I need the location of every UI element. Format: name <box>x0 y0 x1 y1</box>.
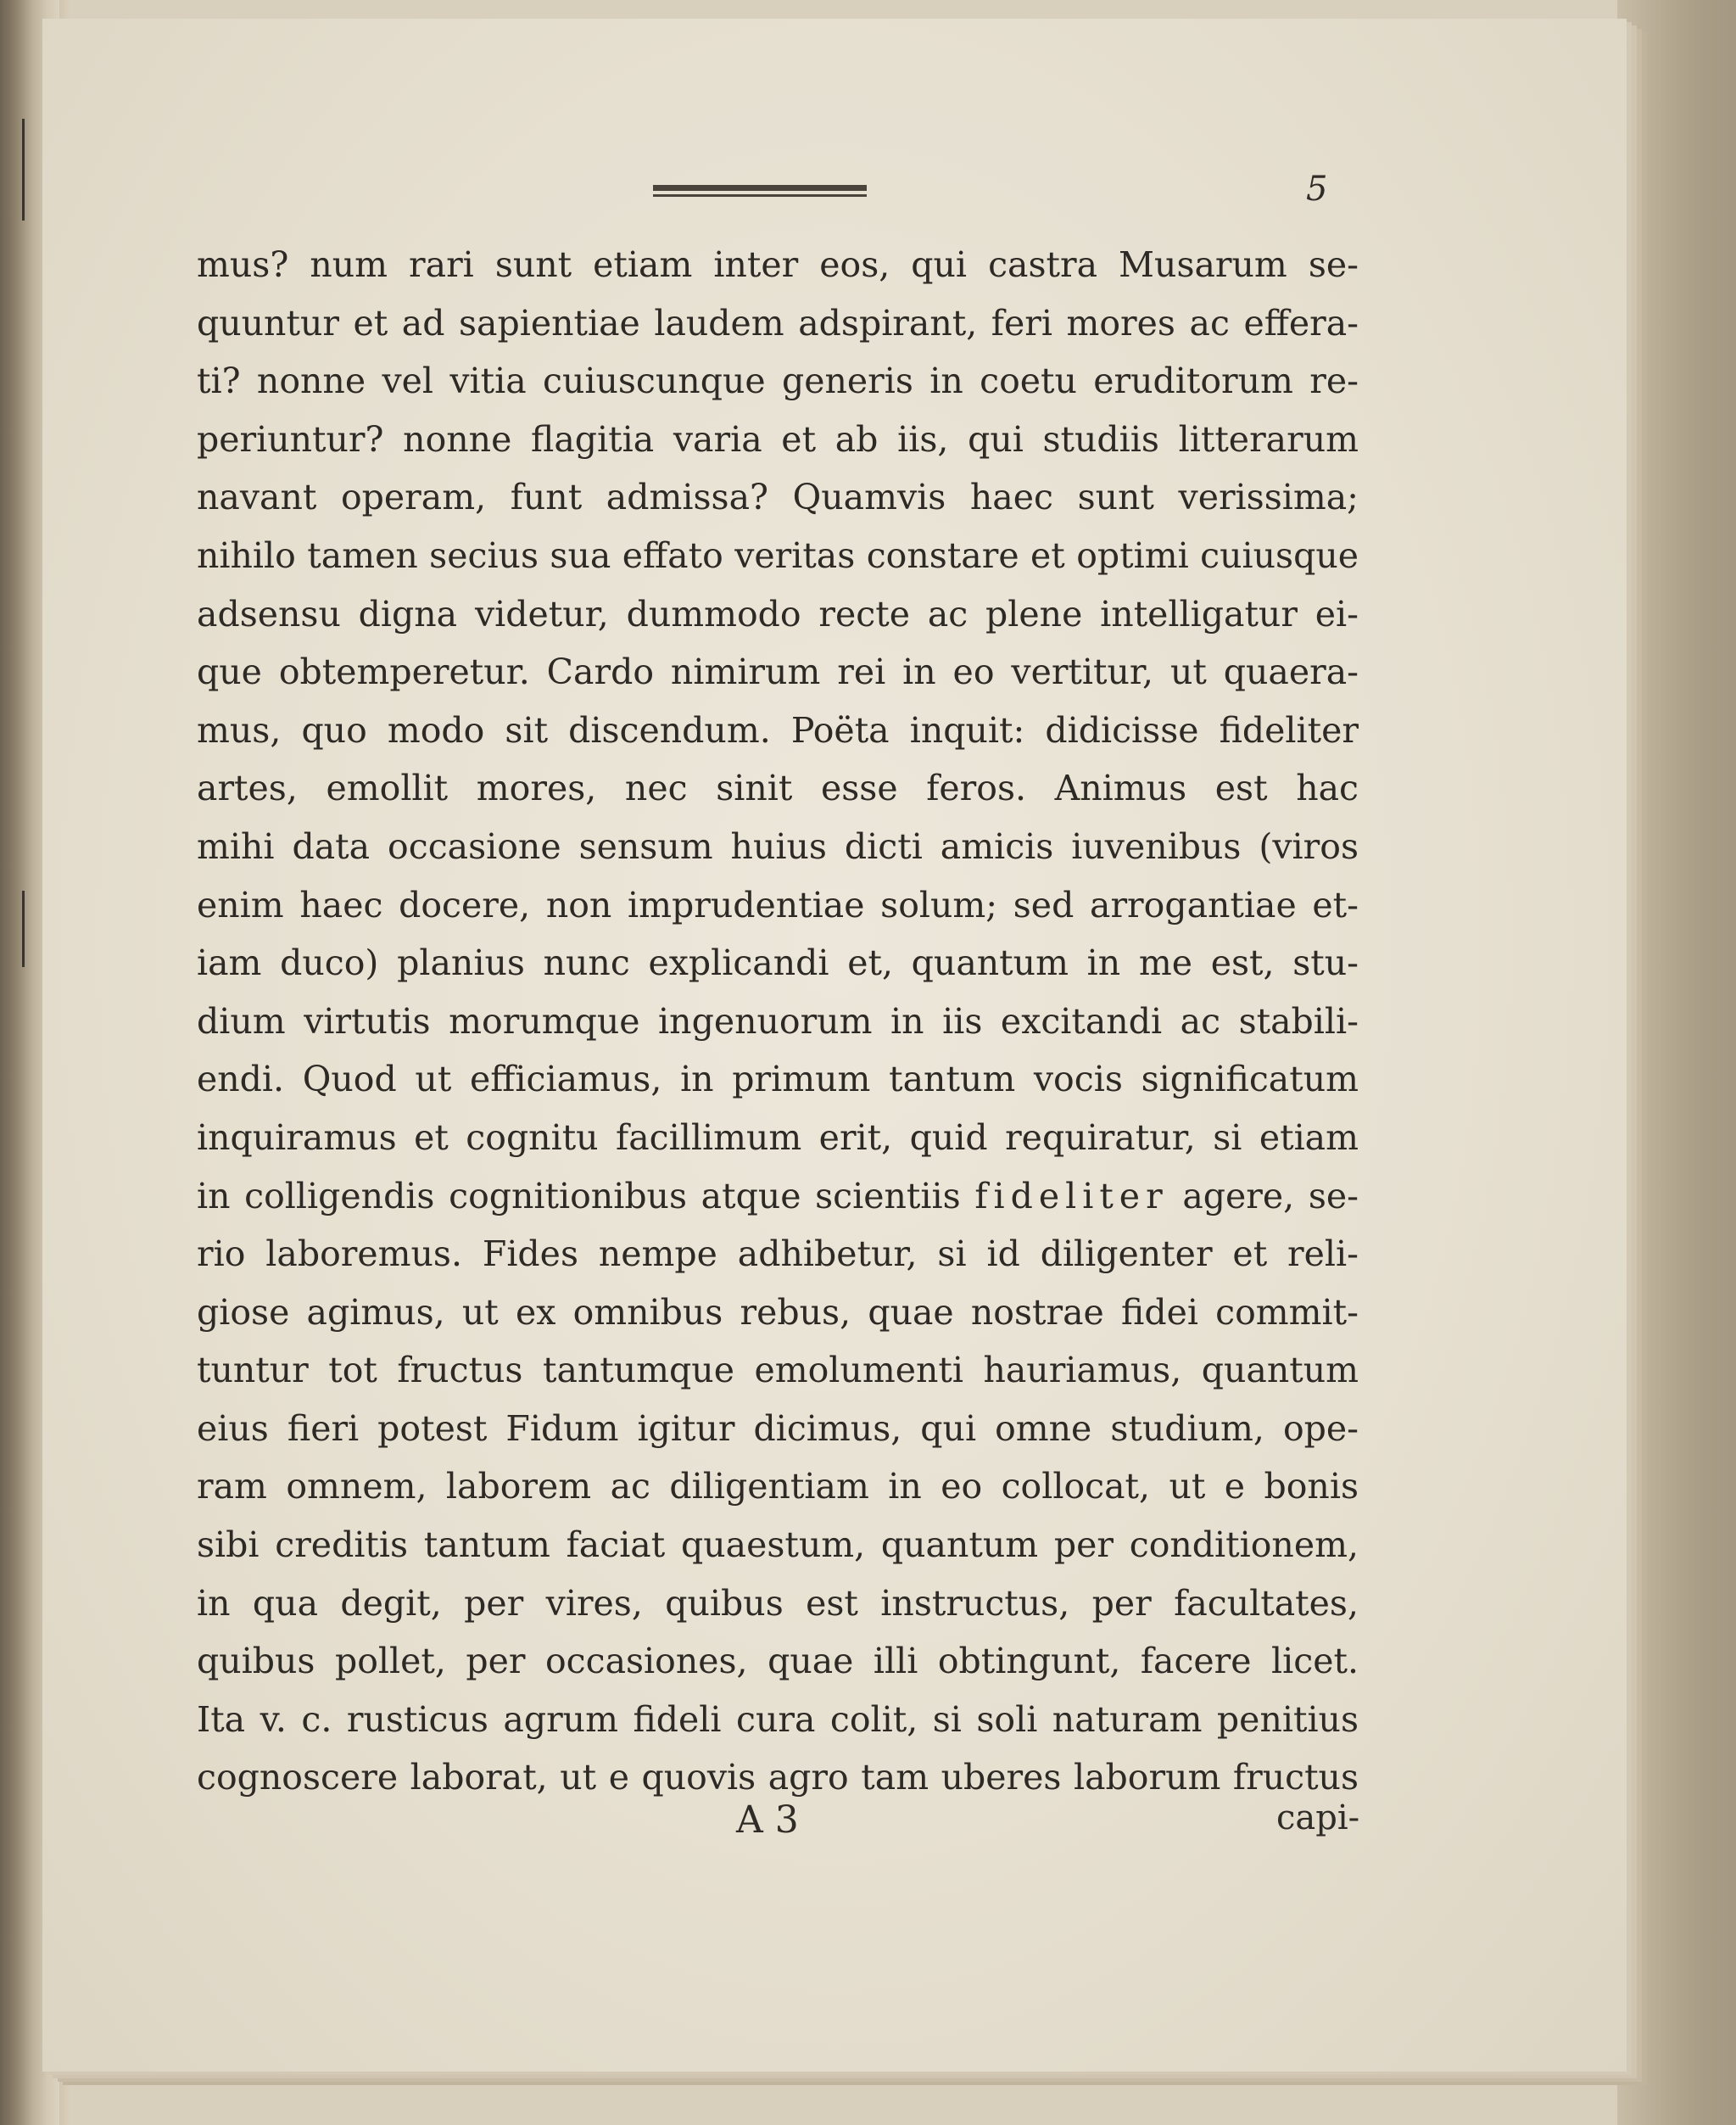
text-line: dium virtutis morumque ingenuorum in iis excitandi ac stabili- <box>197 1000 1359 1042</box>
headpiece-rule <box>653 185 867 197</box>
text-line: mihi data occasione sensum huius dicti amicis iuvenibus (viros <box>197 825 1359 867</box>
text-segment: agere, se- <box>1168 1175 1359 1216</box>
text-line: tuntur tot fructus tantumque emolumenti hauriamus, quantum <box>197 1350 1359 1391</box>
text-line: quuntur et ad sapientiae laudem adspirant, feri mores ac effera- <box>197 302 1359 344</box>
text-line: nihilo tamen secius sua effato veritas constare et optimi cuiusque <box>197 534 1359 576</box>
text-line: navant operam, funt admissa? Quamvis haec sunt verissima; <box>197 477 1359 518</box>
text-line: endi. Quod ut efficiamus, in primum tantum vocis significatum <box>197 1059 1359 1100</box>
text-line: Ita v. c. rusticus agrum fideli cura colit, si soli naturam penitius <box>197 1698 1359 1740</box>
spaced-emphasis: fideliter <box>974 1175 1169 1216</box>
binding-mark <box>22 119 25 221</box>
text-line: ti? nonne vel vitia cuiuscunque generis in coetu eruditorum re- <box>197 361 1359 402</box>
text-line: inquiramus et cognitu facillimum erit, quid requiratur, si etiam <box>197 1116 1359 1158</box>
text-line: que obtemperetur. Cardo nimirum rei in eo vertitur, ut quaera- <box>197 651 1359 693</box>
text-line-spaced <box>197 1167 1359 1226</box>
text-line: sibi creditis tantum faciat quaestum, quantum per conditionem, <box>197 1524 1359 1566</box>
text-line: eius fieri potest Fidum igitur dicimus, qui omne studium, ope- <box>197 1407 1359 1449</box>
text-line: ram omnem, laborem ac diligentiam in eo collocat, ut e bonis <box>197 1466 1359 1507</box>
text-line: quibus pollet, per occasiones, quae illi obtingunt, facere licet. <box>197 1641 1359 1682</box>
text-line: iam duco) planius nunc explicandi et, quantum in me est, stu- <box>197 942 1359 984</box>
text-line: in qua degit, per vires, quibus est instructus, per facultates, <box>197 1582 1359 1624</box>
text-line: mus, quo modo sit discendum. Poëta inquit: didicisse fideliter <box>197 709 1359 751</box>
catchword: capi- <box>1276 1798 1360 1837</box>
text-line: adsensu digna videtur, dummodo recte ac plene intelligatur ei- <box>197 593 1359 635</box>
text-line: enim haec docere, non imprudentiae solum; sed arrogantiae et- <box>197 884 1359 925</box>
text-line: rio laboremus. Fides nempe adhibetur, si id diligenter et reli- <box>197 1233 1359 1275</box>
body-text <box>197 236 1359 1807</box>
text-line: giose agimus, ut ex omnibus rebus, quae nostrae fidei commit- <box>197 1291 1359 1333</box>
text-line: cognoscere laborat, ut e quovis agro tam uberes laborum fructus <box>197 1757 1359 1798</box>
page-number: 5 <box>1306 170 1328 209</box>
signature-mark: A 3 <box>736 1798 799 1842</box>
text-segment: in colligendis cognitionibus atque scientiis <box>197 1175 975 1216</box>
text-line: artes, emollit mores, nec sinit esse feros. Animus est hac <box>197 768 1359 809</box>
text-line: periuntur? nonne flagitia varia et ab iis, qui studiis litterarum <box>197 418 1359 460</box>
binding-mark <box>22 891 25 967</box>
stacked-page-edges <box>1617 0 1736 2125</box>
text-line: mus? num rari sunt etiam inter eos, qui castra Musarum se- <box>197 244 1359 285</box>
